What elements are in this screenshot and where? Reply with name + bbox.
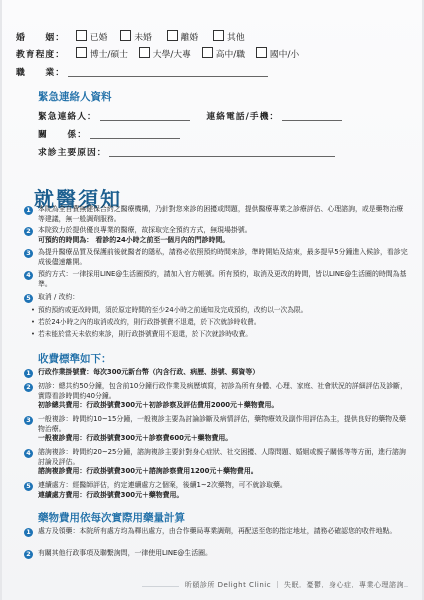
job-label: 職 業： bbox=[16, 68, 65, 78]
number-badge: 2 bbox=[24, 227, 33, 236]
number-badge: 1 bbox=[24, 206, 33, 215]
emergency-title: 緊急連絡人資料 bbox=[38, 91, 112, 103]
notice-title: 就醫須知 bbox=[34, 187, 122, 211]
notice-item-2 bbox=[24, 226, 408, 245]
notice-item-5 bbox=[24, 293, 408, 303]
number-badge: 2 bbox=[24, 550, 33, 559]
reason-label: 求診主要原因： bbox=[38, 148, 107, 158]
fee-item-2 bbox=[24, 382, 408, 411]
marriage-row bbox=[16, 30, 408, 44]
notice-item-bold-text: 可預約的時間為： 看診的24小時之前至一個月內的門診時間。 bbox=[38, 235, 230, 244]
option-masters-phd: 博士/碩士 bbox=[89, 50, 128, 60]
fees-title: 收費標準如下： bbox=[38, 353, 112, 365]
drug-item-text: 處方及領藥：本院所有處方均為釋出處方，由合作藥局專業調劑，再配送至您的指定地址，請務必確認您的收件地點。 bbox=[38, 527, 397, 535]
checkbox-high-school[interactable] bbox=[202, 47, 213, 58]
drug-item-1 bbox=[24, 527, 408, 537]
number-badge: 3 bbox=[24, 249, 33, 258]
footer-text: 昕頤診所 Delight Clinic ｜ 失眠．憂鬱．身心症．專業心理諮詢 bbox=[179, 580, 404, 590]
fee-item-extra: 初診總共費用：行政掛號費300元＋初診診察及評估費用2000元＋藥物費用。 bbox=[38, 401, 279, 410]
checkbox-married[interactable] bbox=[76, 30, 87, 41]
checkbox-divorced[interactable] bbox=[167, 30, 178, 41]
checkbox-university[interactable] bbox=[139, 47, 150, 58]
relation-row bbox=[38, 128, 408, 141]
notice-item-text: 取消 / 改約： bbox=[38, 293, 80, 301]
fee-item-text: 一般複診：時間約10~15分鐘，一般複診主要為討論診斷及病情評估，藥物療效及副作用評估為主，提供良好的藥物及藥物治療。 bbox=[38, 415, 406, 433]
option-married: 已婚 bbox=[89, 33, 108, 43]
number-badge: 1 bbox=[24, 369, 33, 378]
education-label: 教育程度： bbox=[16, 50, 65, 60]
relation-label: 關 係： bbox=[38, 130, 87, 140]
fee-item-5 bbox=[24, 481, 408, 500]
relation-field[interactable] bbox=[90, 128, 180, 139]
checkbox-junior-high[interactable] bbox=[256, 47, 267, 58]
emergency-contact-field[interactable] bbox=[100, 110, 190, 121]
number-badge: 4 bbox=[24, 449, 33, 458]
cancel-bullet-3: • 若未能於當天未依約來診，則行政掛號費用不退還，於下次就診時收費。 bbox=[38, 330, 408, 340]
phone-label: 連絡電話/手機： bbox=[206, 112, 280, 122]
notice-item-text: 預約方式：一律採用LINE@生活圈預約，請加入官方帳號。所有預約，取消及更改的時間，皆以LINE@生活圈的時間為基準。 bbox=[38, 270, 407, 288]
notice-item-text: 本院為全自費無健保合約之醫療機構，乃針對您來診的困擾或問題，提供醫療專業之診療評估、心理諮詢，或是藥物治療等建議，無一般調劑服務。 bbox=[38, 205, 404, 223]
fee-item-extra: 一般複診費用：行政掛號費300元＋診察費600元＋藥物費用。 bbox=[38, 434, 233, 443]
number-badge: 3 bbox=[24, 416, 33, 425]
emergency-contact-row bbox=[38, 110, 408, 123]
notice-item-text: 為提升醫療品質及保護前後就醫者的隱私，請務必依照預約時間來診，準時開始及結束，最多提早5分鐘進入候診，看診完成後儘速離開。 bbox=[38, 248, 408, 266]
option-divorced: 離婚 bbox=[180, 33, 199, 43]
reason-field[interactable] bbox=[109, 146, 335, 157]
footer bbox=[2, 576, 422, 598]
drug-item-text: 有關其他行政事項及聯繫詢問，一律使用LINE@生活圈。 bbox=[38, 549, 212, 557]
cancel-bullet-2: • 若於24小時之內的取消或改約，則行政掛號費不退還，於下次就診時收費。 bbox=[38, 318, 408, 328]
number-badge: 2 bbox=[24, 383, 33, 392]
fee-item-extra: 諮詢複診費用：行政掛號費300元＋諮詢診察費用1200元＋藥物費用。 bbox=[38, 467, 258, 476]
fee-item-text: 諮詢複診：時間約20~25分鐘，諮詢複診主要針對身心症狀、社交困擾、人際問題、婚姻或親子關係等等方面，進行諮詢討論及評估。 bbox=[38, 448, 406, 466]
marriage-label: 婚 姻： bbox=[16, 33, 65, 43]
option-university: 大學/大專 bbox=[152, 50, 191, 60]
option-single: 未婚 bbox=[134, 33, 152, 43]
fee-item-text: 行政作業掛號費：每次300元新台幣（內含行政、病歷、掛號、郵資等） bbox=[38, 368, 260, 376]
option-high-school: 高中/職 bbox=[215, 50, 246, 60]
fee-item-4 bbox=[24, 448, 408, 477]
fee-item-1 bbox=[24, 368, 408, 378]
option-other: 其他 bbox=[227, 33, 245, 43]
notice-item-text: 本院致力於提供優良專業的醫療，故採取完全預約方式，無現場掛號。 bbox=[38, 226, 252, 234]
notice-item-1 bbox=[24, 205, 408, 224]
checkbox-single[interactable] bbox=[120, 30, 131, 41]
drugs-title: 藥物費用依每次實際用藥量計算 bbox=[38, 512, 185, 524]
number-badge: 5 bbox=[24, 294, 33, 303]
notice-item-3 bbox=[24, 248, 408, 267]
number-badge: 5 bbox=[24, 482, 33, 491]
fee-item-text: 連續處方：經醫師評估，約定連續處方之個案，後續1~2次藥物，可不就診取藥。 bbox=[38, 481, 287, 489]
emergency-contact-label: 緊急連絡人： bbox=[38, 112, 97, 122]
reason-row bbox=[38, 146, 408, 159]
job-field[interactable] bbox=[68, 66, 268, 77]
fee-item-text: 初診：總共約50分鐘，包含前10分鐘行政作業及病歷填寫，初診為所有身體、心理、家庭、社會狀況的詳細評估及診斷，實際看診時間約40分鐘。 bbox=[38, 382, 407, 400]
notice-item-4 bbox=[24, 270, 408, 289]
education-row bbox=[16, 47, 408, 61]
option-junior-high: 國中/小 bbox=[269, 50, 300, 60]
fee-item-3 bbox=[24, 415, 408, 444]
checkbox-masters-phd[interactable] bbox=[76, 47, 87, 58]
number-badge: 1 bbox=[24, 528, 33, 537]
number-badge: 4 bbox=[24, 271, 33, 280]
phone-field[interactable] bbox=[282, 110, 342, 121]
fee-item-extra: 連續處方費用：行政掛號費300元＋藥物費用。 bbox=[38, 490, 184, 499]
checkbox-other[interactable] bbox=[213, 30, 224, 41]
job-row bbox=[16, 66, 408, 79]
drug-item-2 bbox=[24, 549, 408, 559]
cancel-bullet-1: • 預約預約或更改時間，須於原定時間的至少24小時之前通知及完成預約，改約以一次為限。 bbox=[38, 306, 408, 316]
